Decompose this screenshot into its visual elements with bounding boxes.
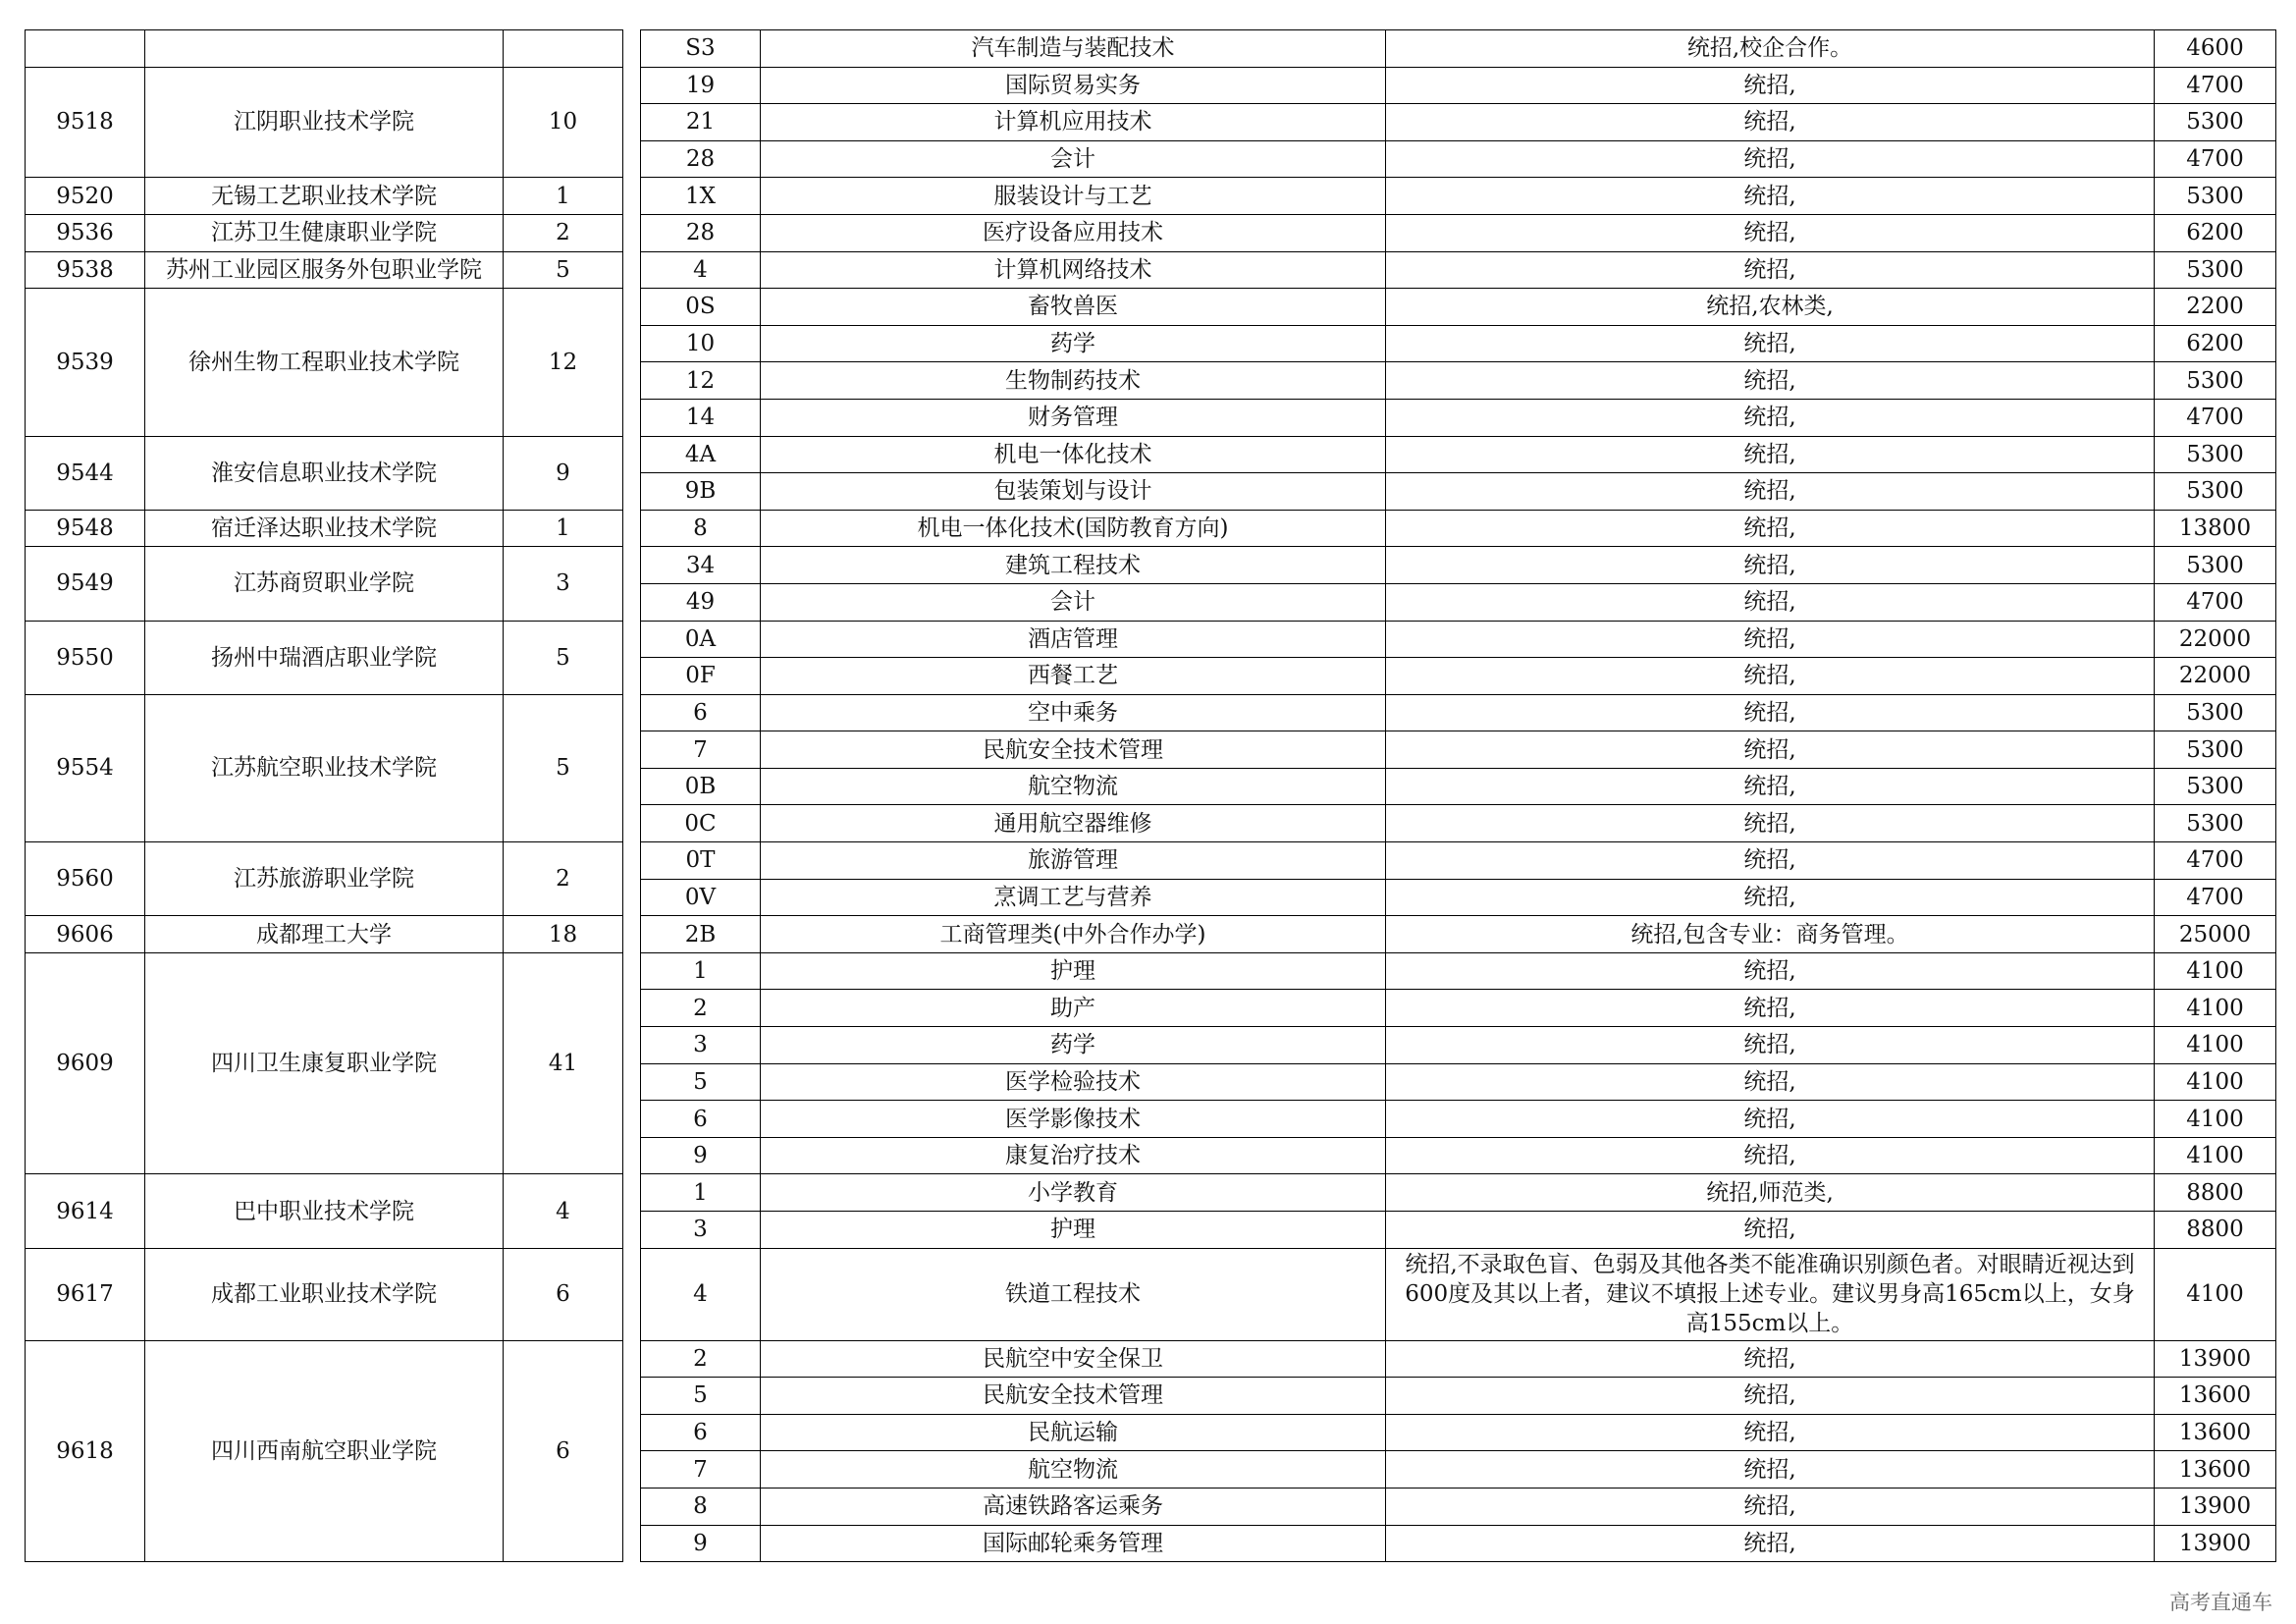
column-gap: [623, 842, 641, 916]
fee-cell: 5300: [2155, 731, 2276, 769]
table-row: [26, 1340, 2276, 1378]
school-code-cell: 9548: [26, 510, 145, 547]
major-code-cell: 8: [641, 510, 761, 547]
note-cell: 统招,: [1386, 436, 2155, 473]
cut-off-mask: [0, 1581, 628, 1624]
table-row: [26, 510, 2276, 547]
plan-count-cell: 6: [504, 1340, 623, 1562]
fee-cell: 22000: [2155, 658, 2276, 695]
column-gap: [623, 30, 641, 68]
note-cell: 统招,: [1386, 547, 2155, 584]
school-code-cell: 9539: [26, 289, 145, 436]
major-code-cell: 8: [641, 1488, 761, 1525]
note-cell: 统招,: [1386, 879, 2155, 916]
fee-cell: 13900: [2155, 1525, 2276, 1562]
major-name-cell: 烹调工艺与营养: [761, 879, 1386, 916]
note-cell: 统招,: [1386, 1525, 2155, 1562]
plan-count-cell: 2: [504, 842, 623, 916]
watermark-label: 高考直通车: [2169, 1591, 2272, 1614]
note-cell: 统招,包含专业：商务管理。: [1386, 916, 2155, 953]
fee-cell: 5300: [2155, 805, 2276, 842]
column-gap: [623, 510, 641, 547]
major-name-cell: 会计: [761, 583, 1386, 621]
table-row: [26, 842, 2276, 880]
major-code-cell: 0F: [641, 658, 761, 695]
school-name-cell: 无锡工艺职业技术学院: [145, 178, 504, 215]
table-row: [26, 214, 2276, 251]
major-name-cell: 护理: [761, 952, 1386, 990]
column-gap: [623, 289, 641, 436]
major-code-cell: 4: [641, 251, 761, 289]
table-row: [26, 694, 2276, 731]
school-name-cell: 江苏商贸职业学院: [145, 547, 504, 621]
table-row: [26, 916, 2276, 953]
school-name-cell: 淮安信息职业技术学院: [145, 436, 504, 510]
major-code-cell: 2: [641, 1340, 761, 1378]
plan-count-cell: 5: [504, 694, 623, 841]
fee-cell: 13900: [2155, 1488, 2276, 1525]
note-cell: 统招,师范类,: [1386, 1174, 2155, 1212]
major-name-cell: 建筑工程技术: [761, 547, 1386, 584]
major-name-cell: 酒店管理: [761, 621, 1386, 658]
column-gap: [623, 214, 641, 251]
note-cell: 统招,: [1386, 621, 2155, 658]
major-name-cell: 空中乘务: [761, 694, 1386, 731]
plan-count-cell: 9: [504, 436, 623, 510]
column-gap: [623, 1174, 641, 1248]
major-name-cell: 工商管理类(中外合作办学): [761, 916, 1386, 953]
column-gap: [623, 178, 641, 215]
note-cell: 统招,: [1386, 1414, 2155, 1451]
note-cell: 统招,不录取色盲、色弱及其他各类不能准确识别颜色者。对眼睛近视达到600度及其以上者，建议不填报上述专业。建议男身高165cm以上，女身高155cm以上。: [1386, 1248, 2155, 1340]
major-name-cell: 通用航空器维修: [761, 805, 1386, 842]
major-code-cell: 2B: [641, 916, 761, 953]
note-cell: 统招,: [1386, 140, 2155, 178]
plan-count-cell: 41: [504, 952, 623, 1174]
fee-cell: 4100: [2155, 1101, 2276, 1138]
major-code-cell: 1: [641, 1174, 761, 1212]
fee-cell: 4700: [2155, 879, 2276, 916]
major-name-cell: 航空物流: [761, 1451, 1386, 1489]
note-cell: 统招,: [1386, 473, 2155, 511]
school-code-cell: 9536: [26, 214, 145, 251]
column-gap: [623, 694, 641, 841]
major-code-cell: 0T: [641, 842, 761, 880]
fee-cell: 4600: [2155, 30, 2276, 68]
major-name-cell: 医学影像技术: [761, 1101, 1386, 1138]
column-gap: [623, 251, 641, 289]
major-code-cell: 6: [641, 1414, 761, 1451]
major-code-cell: 9B: [641, 473, 761, 511]
major-name-cell: 民航运输: [761, 1414, 1386, 1451]
school-code-cell: 9518: [26, 67, 145, 178]
table-row: [26, 1174, 2276, 1212]
major-code-cell: 10: [641, 325, 761, 362]
table-row: [26, 30, 2276, 68]
school-name-cell: 巴中职业技术学院: [145, 1174, 504, 1248]
fee-cell: 4100: [2155, 952, 2276, 990]
fee-cell: 5300: [2155, 251, 2276, 289]
major-code-cell: 4A: [641, 436, 761, 473]
plan-count-cell: [504, 30, 623, 68]
table-row: [26, 621, 2276, 658]
major-name-cell: 汽车制造与装配技术: [761, 30, 1386, 68]
table-row: [26, 436, 2276, 473]
major-code-cell: 0V: [641, 879, 761, 916]
major-name-cell: 护理: [761, 1212, 1386, 1249]
major-name-cell: 药学: [761, 1027, 1386, 1064]
major-code-cell: 1X: [641, 178, 761, 215]
fee-cell: 4700: [2155, 399, 2276, 436]
major-code-cell: 0C: [641, 805, 761, 842]
plan-count-cell: 12: [504, 289, 623, 436]
major-name-cell: 计算机应用技术: [761, 104, 1386, 141]
major-code-cell: 9: [641, 1137, 761, 1174]
note-cell: 统招,: [1386, 842, 2155, 880]
major-name-cell: 康复治疗技术: [761, 1137, 1386, 1174]
fee-cell: 5300: [2155, 768, 2276, 805]
major-name-cell: 机电一体化技术: [761, 436, 1386, 473]
major-code-cell: 0B: [641, 768, 761, 805]
note-cell: 统招,: [1386, 952, 2155, 990]
school-code-cell: 9609: [26, 952, 145, 1174]
school-name-cell: 扬州中瑞酒店职业学院: [145, 621, 504, 694]
table-row: [26, 547, 2276, 584]
major-code-cell: 28: [641, 140, 761, 178]
school-code-cell: 9538: [26, 251, 145, 289]
column-gap: [623, 621, 641, 694]
major-name-cell: 航空物流: [761, 768, 1386, 805]
fee-cell: 13600: [2155, 1378, 2276, 1415]
table-row: [26, 952, 2276, 990]
major-name-cell: 机电一体化技术(国防教育方向): [761, 510, 1386, 547]
fee-cell: 4700: [2155, 67, 2276, 104]
major-code-cell: 34: [641, 547, 761, 584]
table-row: [26, 289, 2276, 326]
admission-plan-table: [25, 29, 2276, 1562]
note-cell: 统招,校企合作。: [1386, 30, 2155, 68]
column-gap: [623, 1340, 641, 1562]
school-name-cell: 江苏卫生健康职业学院: [145, 214, 504, 251]
major-code-cell: 19: [641, 67, 761, 104]
fee-cell: 5300: [2155, 547, 2276, 584]
note-cell: 统招,: [1386, 510, 2155, 547]
school-code-cell: 9606: [26, 916, 145, 953]
note-cell: 统招,: [1386, 694, 2155, 731]
fee-cell: 4700: [2155, 583, 2276, 621]
school-name-cell: 宿迁泽达职业技术学院: [145, 510, 504, 547]
note-cell: 统招,: [1386, 67, 2155, 104]
major-name-cell: 高速铁路客运乘务: [761, 1488, 1386, 1525]
note-cell: 统招,: [1386, 1488, 2155, 1525]
school-name-cell: 苏州工业园区服务外包职业学院: [145, 251, 504, 289]
note-cell: 统招,: [1386, 1063, 2155, 1101]
school-code-cell: 9614: [26, 1174, 145, 1248]
fee-cell: 4100: [2155, 1248, 2276, 1340]
major-code-cell: 14: [641, 399, 761, 436]
school-code-cell: 9618: [26, 1340, 145, 1562]
major-code-cell: 21: [641, 104, 761, 141]
major-name-cell: 生物制药技术: [761, 362, 1386, 400]
major-name-cell: 助产: [761, 990, 1386, 1027]
table-row: [26, 178, 2276, 215]
fee-cell: 22000: [2155, 621, 2276, 658]
major-code-cell: 3: [641, 1212, 761, 1249]
plan-count-cell: 18: [504, 916, 623, 953]
school-name-cell: 四川卫生康复职业学院: [145, 952, 504, 1174]
fee-cell: 5300: [2155, 473, 2276, 511]
major-code-cell: 49: [641, 583, 761, 621]
note-cell: 统招,: [1386, 214, 2155, 251]
note-cell: 统招,: [1386, 1378, 2155, 1415]
school-name-cell: 成都工业职业技术学院: [145, 1248, 504, 1340]
major-name-cell: 服装设计与工艺: [761, 178, 1386, 215]
fee-cell: 5300: [2155, 694, 2276, 731]
note-cell: 统招,: [1386, 362, 2155, 400]
column-gap: [623, 952, 641, 1174]
column-gap: [623, 1248, 641, 1340]
school-code-cell: 9549: [26, 547, 145, 621]
major-code-cell: 4: [641, 1248, 761, 1340]
fee-cell: 13900: [2155, 1340, 2276, 1378]
column-gap: [623, 67, 641, 178]
school-code-cell: 9520: [26, 178, 145, 215]
table-body: [26, 30, 2276, 1562]
school-code-cell: 9554: [26, 694, 145, 841]
fee-cell: 13600: [2155, 1414, 2276, 1451]
note-cell: 统招,: [1386, 658, 2155, 695]
note-cell: 统招,: [1386, 1101, 2155, 1138]
major-name-cell: 国际贸易实务: [761, 67, 1386, 104]
fee-cell: 6200: [2155, 325, 2276, 362]
major-name-cell: 计算机网络技术: [761, 251, 1386, 289]
note-cell: 统招,: [1386, 731, 2155, 769]
major-code-cell: 2: [641, 990, 761, 1027]
note-cell: 统招,: [1386, 768, 2155, 805]
note-cell: 统招,农林类,: [1386, 289, 2155, 326]
fee-cell: 4700: [2155, 842, 2276, 880]
fee-cell: 4100: [2155, 1027, 2276, 1064]
major-code-cell: 0S: [641, 289, 761, 326]
fee-cell: 13600: [2155, 1451, 2276, 1489]
major-code-cell: 7: [641, 731, 761, 769]
column-gap: [623, 916, 641, 953]
major-name-cell: 小学教育: [761, 1174, 1386, 1212]
plan-count-cell: 1: [504, 510, 623, 547]
plan-count-cell: 2: [504, 214, 623, 251]
major-name-cell: 药学: [761, 325, 1386, 362]
fee-cell: 6200: [2155, 214, 2276, 251]
major-name-cell: 民航安全技术管理: [761, 1378, 1386, 1415]
major-code-cell: 0A: [641, 621, 761, 658]
fee-cell: 13800: [2155, 510, 2276, 547]
note-cell: 统招,: [1386, 178, 2155, 215]
note-cell: 统招,: [1386, 1451, 2155, 1489]
plan-count-cell: 3: [504, 547, 623, 621]
fee-cell: 2200: [2155, 289, 2276, 326]
note-cell: 统招,: [1386, 104, 2155, 141]
school-code-cell: 9560: [26, 842, 145, 916]
school-code-cell: 9617: [26, 1248, 145, 1340]
major-code-cell: S3: [641, 30, 761, 68]
school-name-cell: 江阴职业技术学院: [145, 67, 504, 178]
plan-count-cell: 6: [504, 1248, 623, 1340]
major-code-cell: 3: [641, 1027, 761, 1064]
major-name-cell: 铁道工程技术: [761, 1248, 1386, 1340]
major-name-cell: 畜牧兽医: [761, 289, 1386, 326]
fee-cell: 4700: [2155, 140, 2276, 178]
major-name-cell: 财务管理: [761, 399, 1386, 436]
fee-cell: 4100: [2155, 1137, 2276, 1174]
school-code-cell: [26, 30, 145, 68]
plan-count-cell: 5: [504, 621, 623, 694]
major-code-cell: 1: [641, 952, 761, 990]
table-row: [26, 67, 2276, 104]
school-name-cell: 徐州生物工程职业技术学院: [145, 289, 504, 436]
note-cell: 统招,: [1386, 399, 2155, 436]
table-row: [26, 251, 2276, 289]
note-cell: 统招,: [1386, 1340, 2155, 1378]
note-cell: 统招,: [1386, 1027, 2155, 1064]
major-name-cell: 民航空中安全保卫: [761, 1340, 1386, 1378]
school-code-cell: 9544: [26, 436, 145, 510]
fee-cell: 25000: [2155, 916, 2276, 953]
fee-cell: 4100: [2155, 1063, 2276, 1101]
fee-cell: 8800: [2155, 1174, 2276, 1212]
fee-cell: 5300: [2155, 362, 2276, 400]
major-code-cell: 7: [641, 1451, 761, 1489]
school-name-cell: 四川西南航空职业学院: [145, 1340, 504, 1562]
note-cell: 统招,: [1386, 583, 2155, 621]
major-name-cell: 旅游管理: [761, 842, 1386, 880]
plan-count-cell: 4: [504, 1174, 623, 1248]
note-cell: 统招,: [1386, 1137, 2155, 1174]
school-name-cell: 成都理工大学: [145, 916, 504, 953]
major-name-cell: 民航安全技术管理: [761, 731, 1386, 769]
note-cell: 统招,: [1386, 805, 2155, 842]
fee-cell: 4100: [2155, 990, 2276, 1027]
school-name-cell: 江苏旅游职业学院: [145, 842, 504, 916]
school-code-cell: 9550: [26, 621, 145, 694]
major-code-cell: 6: [641, 1101, 761, 1138]
school-name-cell: 江苏航空职业技术学院: [145, 694, 504, 841]
major-name-cell: 医疗设备应用技术: [761, 214, 1386, 251]
major-code-cell: 5: [641, 1378, 761, 1415]
fee-cell: 5300: [2155, 436, 2276, 473]
major-name-cell: 国际邮轮乘务管理: [761, 1525, 1386, 1562]
major-code-cell: 6: [641, 694, 761, 731]
column-gap: [623, 547, 641, 621]
plan-count-cell: 1: [504, 178, 623, 215]
table-row: [26, 1248, 2276, 1340]
school-name-cell: [145, 30, 504, 68]
major-name-cell: 包装策划与设计: [761, 473, 1386, 511]
note-cell: 统招,: [1386, 990, 2155, 1027]
note-cell: 统招,: [1386, 251, 2155, 289]
note-cell: 统招,: [1386, 1212, 2155, 1249]
column-gap: [623, 436, 641, 510]
major-code-cell: 9: [641, 1525, 761, 1562]
major-code-cell: 28: [641, 214, 761, 251]
major-name-cell: 西餐工艺: [761, 658, 1386, 695]
major-code-cell: 12: [641, 362, 761, 400]
fee-cell: 5300: [2155, 178, 2276, 215]
fee-cell: 5300: [2155, 104, 2276, 141]
fee-cell: 8800: [2155, 1212, 2276, 1249]
major-name-cell: 会计: [761, 140, 1386, 178]
plan-count-cell: 5: [504, 251, 623, 289]
plan-count-cell: 10: [504, 67, 623, 178]
major-code-cell: 5: [641, 1063, 761, 1101]
major-name-cell: 医学检验技术: [761, 1063, 1386, 1101]
note-cell: 统招,: [1386, 325, 2155, 362]
